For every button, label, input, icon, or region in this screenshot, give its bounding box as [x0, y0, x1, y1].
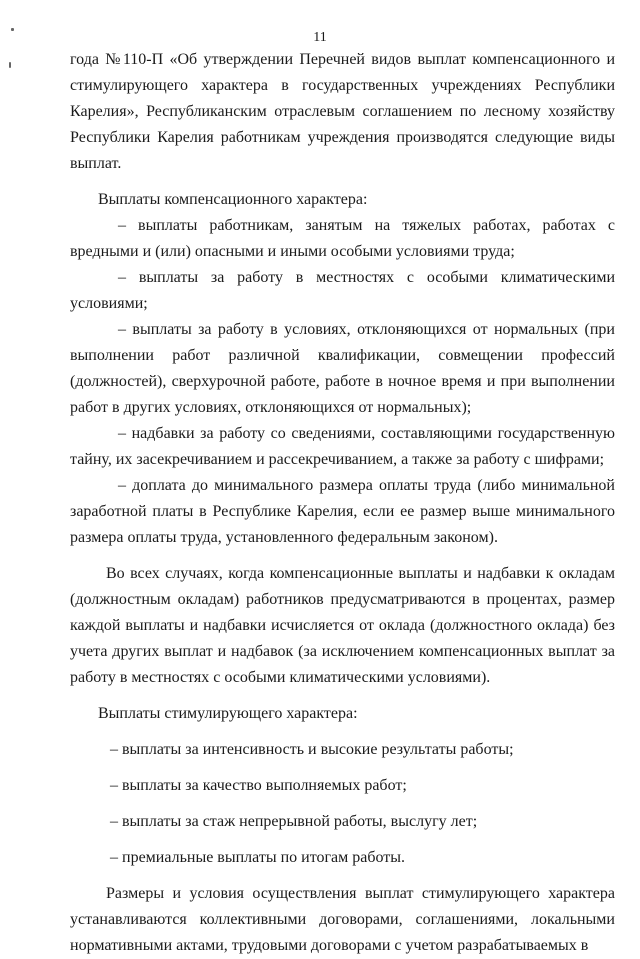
compensation-item: – доплата до минимального размера оплаты труда (либо минимальной заработной платы в Республике Карелия, если ее размер выше минимального размера оплаты труда, установленного федеральным законом). [70, 477, 615, 546]
paragraph-intro: года №110-П «Об утверждении Перечней видов выплат компенсационного и стимулирующего характера в государственных учреждениях Республики Карелия», Республиканским отраслевым соглашением по лесному хозяйству Республики Карелия работникам учреждения производятся следующие виды выплат. [70, 51, 615, 172]
stimulating-item: – выплаты за качество выполняемых работ; [110, 777, 407, 794]
compensation-heading: Выплаты компенсационного характера: [98, 191, 368, 208]
compensation-item: – выплаты за работу в условиях, отклоняющихся от нормальных (при выполнении работ различной квалификации, совмещении профессий (должностей), сверхурочной работе, работе в ночное время и при выполнении работ в других условиях, отклоняющихся от нормальных); [70, 321, 615, 416]
compensation-item: – выплаты за работу в местностях с особыми климатическими условиями; [70, 269, 615, 312]
stimulating-item: – выплаты за стаж непрерывной работы, выслугу лет; [110, 813, 478, 830]
compensation-item: – надбавки за работу со сведениями, составляющими государственную тайну, их засекречиванием и рассекречиванием, а также за работу с шифрами; [70, 425, 615, 468]
scan-mark [9, 62, 11, 68]
paragraph-all-cases: Во всех случаях, когда компенсационные выплаты и надбавки к окладам (должностным окладам) работников предусматриваются в процентах, размер каждой выплаты и надбавки исчисляется от оклада (должностного оклада) без учета других выплат и надбавок (за исключением компенсационных выплат за работу в местностях с особыми климатическими условиями). [70, 565, 615, 686]
stimulating-item: – выплаты за интенсивность и высокие результаты работы; [110, 741, 514, 758]
document-body [70, 47, 615, 959]
stimulating-item: – премиальные выплаты по итогам работы. [110, 849, 406, 866]
page-number: 11 [313, 30, 327, 45]
paragraph-sizes: Размеры и условия осуществления выплат стимулирующего характера устанавливаются коллективными договорами, соглашениями, локальными нормативными актами, трудовыми договорами с учетом разрабатываемых в [70, 885, 615, 954]
stimulating-heading: Выплаты стимулирующего характера: [98, 705, 358, 722]
compensation-item: – выплаты работникам, занятым на тяжелых работах, работах с вредными и (или) опасными и иными особыми условиями труда; [70, 217, 615, 260]
